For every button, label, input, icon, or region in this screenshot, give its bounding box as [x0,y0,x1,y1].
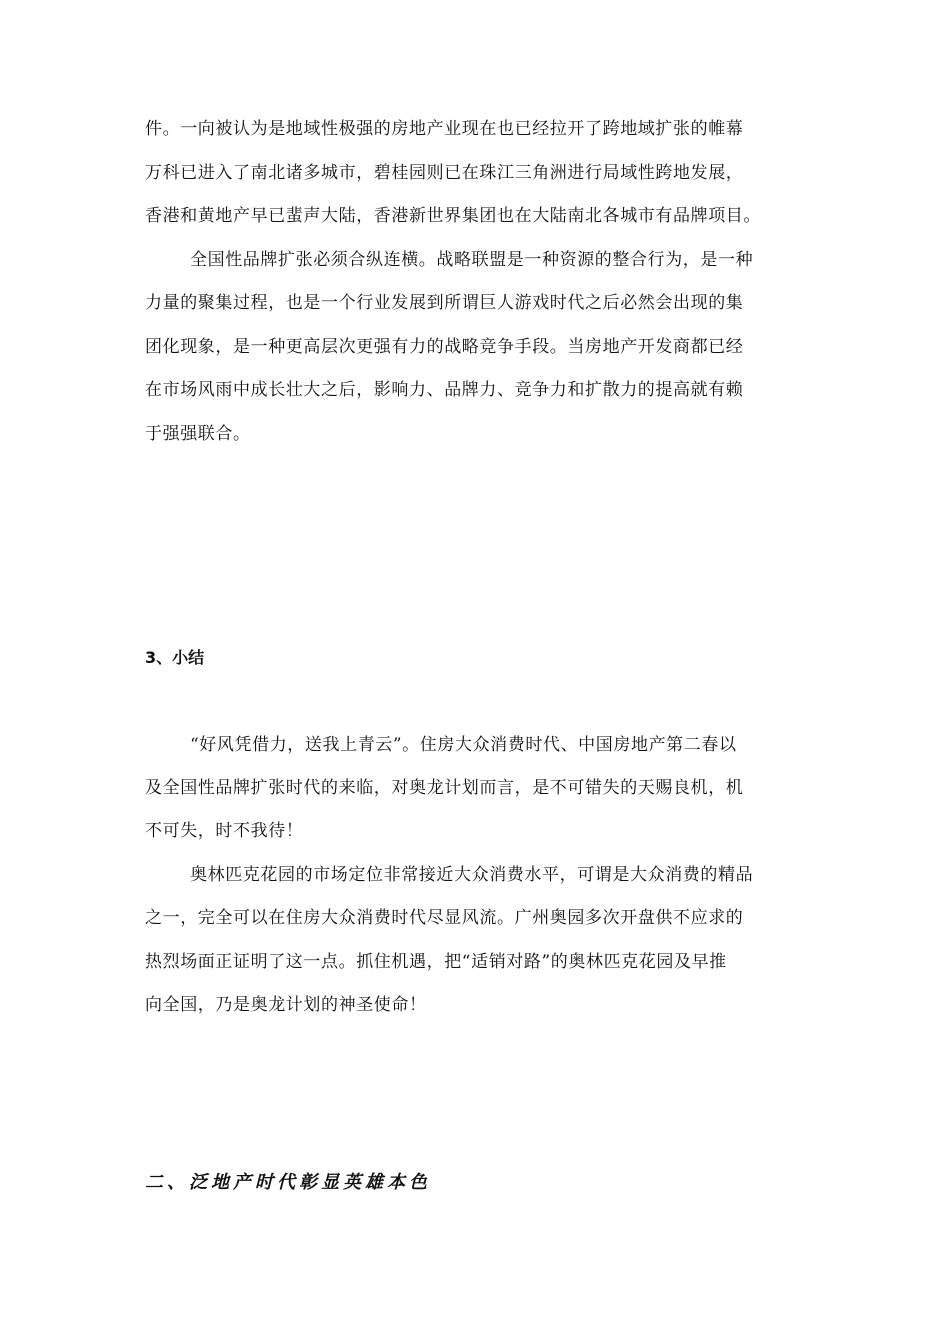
paragraph-line: 不可失，时不我待！ [145,821,304,841]
paragraph-line: 热烈场面正证明了这一点。抓住机遇，把“适销对路”的奥林匹克花园及早推 [145,952,727,972]
paragraph-line: 团化现象，是一种更高层次更强有力的战略竞争手段。当房地产开发商都已经 [145,337,744,357]
paragraph-line: 之一，完全可以在住房大众消费时代尽显风流。广州奥园多次开盘供不应求的 [145,908,744,928]
paragraph-line: 香港和黄地产早已蜚声大陆，香港新世界集团也在大陆南北各城市有品牌项目。 [145,206,761,226]
paragraph-line: 力量的聚集过程，也是一个行业发展到所谓巨人游戏时代之后必然会出现的集 [145,293,744,313]
paragraph-line: 奥林匹克花园的市场定位非常接近大众消费水平，可谓是大众消费的精品 [190,865,754,885]
paragraph-line: 及全国性品牌扩张时代的来临，对奥龙计划而言，是不可错失的天赐良机，机 [145,778,744,798]
paragraph-line: 向全国，乃是奥龙计划的神圣使命！ [145,995,427,1015]
paragraph-line: 在市场风雨中成长壮大之后，影响力、品牌力、竞争力和扩散力的提高就有赖 [145,380,744,400]
paragraph-line: 件。一向被认为是地域性极强的房地产业现在也已经拉开了跨地域扩张的帷幕 [145,119,744,139]
paragraph-line: 于强强联合。 [145,424,251,444]
paragraph-line: “好风凭借力，送我上青云”。住房大众消费时代、中国房地产第二春以 [190,735,737,755]
paragraph-line: 全国性品牌扩张必须合纵连横。战略联盟是一种资源的整合行为，是一种 [190,250,754,270]
paragraph-line: 万科已进入了南北诸多城市，碧桂园则已在珠江三角洲进行局域性跨地发展， [145,163,744,183]
chapter-heading: 二、泛地产时代彰显英雄本色 [145,1172,431,1193]
section-heading: 3、小结 [145,648,205,667]
